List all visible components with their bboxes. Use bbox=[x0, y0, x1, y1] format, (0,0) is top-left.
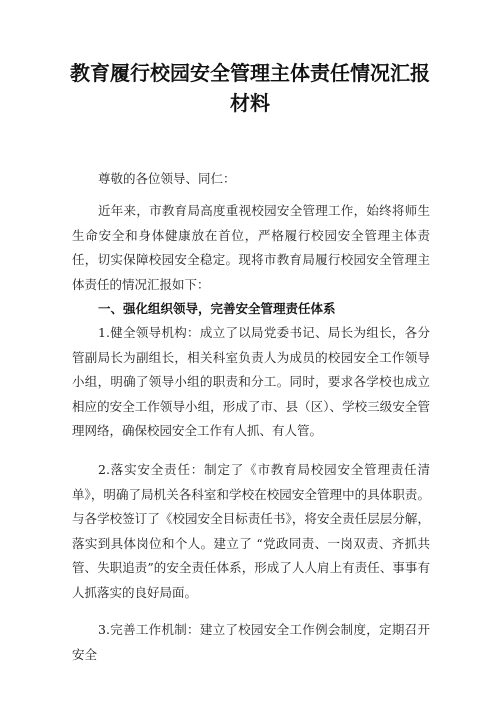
item-2-paragraph: 2.落实安全责任：制定了《市教育局校园安全管理责任清单》，明确了局机关各科室和学校在校园安全管理中的具体职责。与各学校签订了《校园安全目标责任书》，将安全责任层层分解，落实到具体岗位和个人。建立了 “党政同责、一岗双责、齐抓共管、失职追责”的安全责任体系，形成了人人肩上有责任、事事有人抓落实的良好局面。 bbox=[72, 462, 430, 600]
salutation: 尊敬的各位领导、同仁： bbox=[98, 171, 236, 186]
title-line-1: 教育履行校园安全管理主体责任情况汇报 bbox=[70, 61, 430, 85]
intro-paragraph: 近年来，市教育局高度重视校园安全管理工作，始终将师生生命安全和身体健康放在首位，严格履行校园安全管理主体责任，切实保障校园安全稳定。现将市教育局履行校园安全管理主体责任的情况汇报如下： bbox=[72, 203, 430, 292]
item-1-paragraph: 1.健全领导机构：成立了以局党委书记、局长为组长，各分管副局长为副组长，相关科室负责人为成员的校园安全工作领导小组，明确了领导小组的职责和分工。同时，要求各学校也成立相应的安全工作领导小组，形成了市、县（区）、学校三级安全管理网络，确保校园安全工作有人抓、有人管。 bbox=[72, 325, 430, 438]
section-heading-1: 一、强化组织领导，完善安全管理责任体系 bbox=[98, 301, 336, 316]
title-line-2: 材料 bbox=[230, 91, 270, 115]
item-3-paragraph: 3.完善工作机制：建立了校园安全工作例会制度，定期召开安全 bbox=[72, 622, 430, 662]
document-title bbox=[60, 58, 440, 118]
